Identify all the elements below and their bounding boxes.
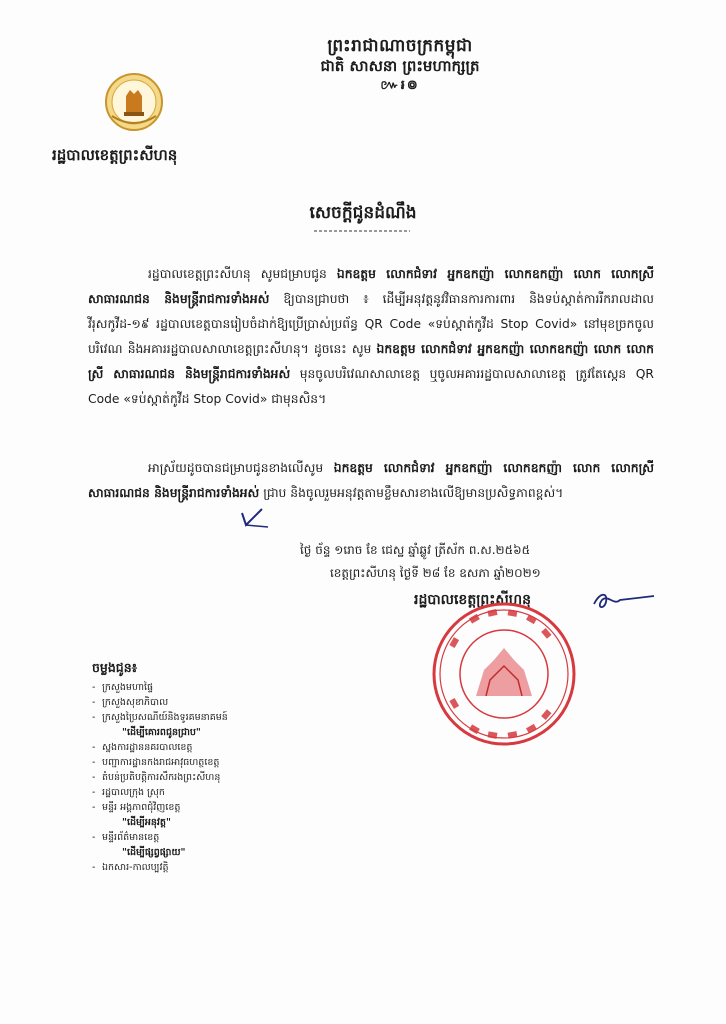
p1-body: ឱ្យបានជ្រាបថា ៖ ដើម្បីអនុវត្តនូវវិធានការការពារ និងទប់ស្កាត់ការរីករាលដាលវីរុសកូវីដ-១៩ រដ្ឋបាលខេត្តបានរៀបចំដាក់ឱ្យប្រើប្រាស់ប្រព័ន្ធ QR Code «ទប់ស្កាត់កូវីដ Stop Covid» នៅមុខច្រកចូលបរិវេណ និងអគាររដ្ឋបាលសាលាខេត្តព្រះសីហនុ។ ដូចនេះ សូម: [88, 292, 654, 356]
provincial-emblem-icon: [104, 72, 164, 132]
handwritten-check-mark: [222, 505, 282, 531]
distribution-item: - មន្ទីរព័ត៌មានខេត្ត: [92, 832, 160, 843]
distribution-section-label: "ដើម្បីគោរពជូនជ្រាប": [122, 727, 201, 738]
distribution-item: - ក្រសួងសុខាភិបាល: [92, 697, 169, 708]
solar-date: ខេត្តព្រះសីហនុ ថ្ងៃទី ២៨ ខែ ឧសភា ឆ្នាំ២០២១: [330, 566, 541, 580]
distribution-section-label: "ដើម្បីអនុវត្ត": [122, 817, 171, 828]
body-paragraph-2: [88, 456, 654, 506]
official-seal-stamp: [430, 600, 578, 748]
title-underline-ornament: [314, 230, 410, 232]
p1-addressees-repeat: ឯកឧត្តម លោកជំទាវ អ្នកឧកញ៉ា លោកឧកញ៉ា លោក លោកស្រី សាធារណជន និងមន្ត្រីរាជការទាំងអស់: [88, 342, 654, 381]
kingdom-header: [270, 36, 530, 96]
document-title: សេចក្តីជូនដំណឹង: [309, 203, 417, 223]
handwritten-signature: [590, 588, 656, 614]
p2-addressees: ឯកឧត្តម លោកជំទាវ អ្នកឧកញ៉ា លោកឧកញ៉ា លោក លោកស្រី សាធារណជន និងមន្ត្រីរាជការទាំងអស់: [88, 461, 654, 500]
p1-lead: រដ្ឋបាលខេត្តព្រះសីហនុ សូមជម្រាបជូន: [148, 267, 327, 281]
distribution-item: - ឯកសារ-កាលប្បវត្តិ: [92, 862, 169, 873]
distribution-section-label: "ដើម្បីផ្សព្វផ្សាយ": [122, 847, 186, 858]
distribution-item: - រដ្ឋបាលក្រុង ស្រុក: [92, 787, 165, 798]
kingdom-name: ព្រះរាជាណាចក្រកម្ពុជា: [327, 36, 473, 56]
p2-tail: ជ្រាប និងចូលរួមអនុវត្តតាមខ្លឹមសារខាងលើឱ្យមានប្រសិទ្ធភាពខ្ពស់។: [263, 486, 564, 500]
p2-lead: អាស្រ័យដូចបានជម្រាបជូនខាងលើសូម: [148, 461, 324, 475]
p1-tail: មុនចូលបរិវេណសាលាខេត្ត ឬចូលអគាររដ្ឋបាលសាលាខេត្ត ត្រូវតែស្កេន QR Code «ទប់ស្កាត់កូវីដ Stop Covid» ជាមុនសិន។: [88, 367, 654, 406]
issuer-name: រដ្ឋបាលខេត្តព្រះសីហនុ: [52, 146, 178, 164]
distribution-item: - តំបន់ប្រតិបត្តិការសឹករងព្រះសីហនុ: [92, 772, 221, 783]
distribution-item: - ក្រសួងប្រៃសណីយ៍និងទូរគមនាគមន៍: [92, 712, 228, 723]
distribution-item: - ក្រសួងមហាផ្ទៃ: [92, 682, 154, 693]
header-ornament: ៚៛៙: [380, 78, 420, 93]
lunar-date: ថ្ងៃ ច័ន្ទ ១រោច ខែ ជេស្ឋ ឆ្នាំឆ្លូវ ត្រីស័ក ព.ស.២៥៦៥: [300, 543, 531, 557]
national-motto: ជាតិ សាសនា ព្រះមហាក្សត្រ: [320, 57, 480, 75]
distribution-list: [92, 680, 312, 875]
distribution-item: - ស្នងការដ្ឋាននគរបាលខេត្ត: [92, 742, 193, 753]
signing-office: រដ្ឋបាលខេត្តព្រះសីហនុ: [414, 592, 531, 608]
distribution-title: ចម្លងជូន៖: [92, 660, 138, 675]
distribution-item: - មន្ទីរ អង្គភាពជុំវិញខេត្ត: [92, 802, 181, 813]
p1-addressees: ឯកឧត្តម លោកជំទាវ អ្នកឧកញ៉ា លោកឧកញ៉ា លោក លោកស្រី សាធារណជន និងមន្ត្រីរាជការទាំងអស់: [88, 267, 654, 306]
distribution-item: - បញ្ជាការដ្ឋានកងរាជអាវុធហត្ថខេត្ត: [92, 757, 220, 768]
body-paragraph-1: [88, 262, 654, 412]
